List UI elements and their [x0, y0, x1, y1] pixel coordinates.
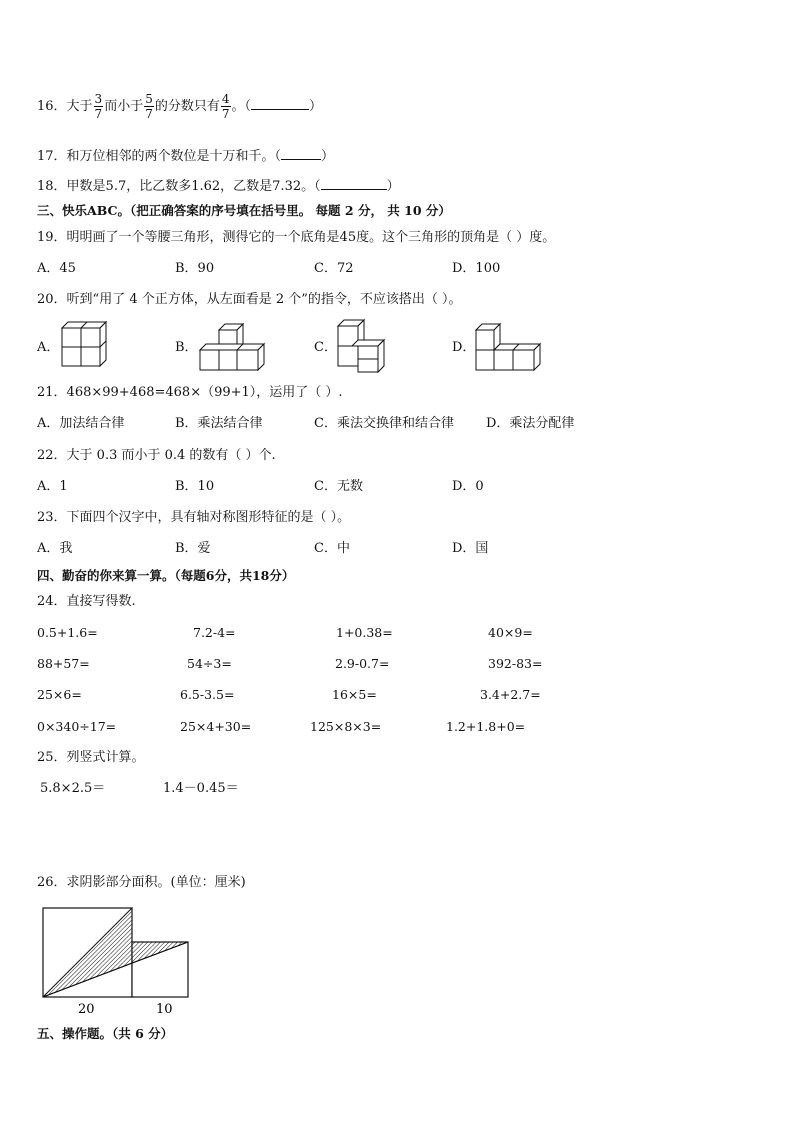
answer-blank[interactable]	[251, 96, 309, 110]
option-c[interactable]: C．无数	[314, 479, 363, 494]
fraction-denominator: 7	[145, 107, 153, 121]
question-21: 21．468×99+468=468×（99+1），运用了（ ）.	[37, 385, 343, 400]
calc-item: 40×9=	[488, 625, 533, 640]
option-b[interactable]: B．90	[175, 261, 215, 276]
question-22: 22．大于 0.3 而小于 0.4 的数有（ ）个.	[37, 448, 276, 463]
option-c[interactable]: C．	[314, 340, 337, 355]
calc-item: 6.5-3.5=	[180, 687, 235, 702]
q18-close: ）	[386, 179, 400, 194]
calc-item: 25×4+30=	[180, 719, 252, 734]
calc-item: 125×8×3=	[310, 719, 382, 734]
calc-item: 88+57=	[37, 656, 90, 671]
cube-figure-d	[473, 320, 545, 372]
calc-item: 7.2-4=	[193, 625, 236, 640]
answer-blank[interactable]	[281, 146, 321, 160]
dimension-label-10: 10	[156, 1002, 173, 1017]
fraction-4-7	[221, 92, 231, 121]
option-b[interactable]: B．10	[175, 479, 215, 494]
calc-item: 2.9-0.7=	[335, 656, 390, 671]
calc-item: 16×5=	[332, 687, 377, 702]
section-4-heading: 四、勤奋的你来算一算。（每题6分，共18分）	[37, 568, 295, 583]
q16-mid: 而小于	[104, 99, 144, 114]
q16-mid2: 的分数只有	[154, 99, 220, 114]
question-16	[37, 92, 322, 121]
question-24: 24．直接写得数.	[37, 594, 136, 609]
option-d[interactable]: D．国	[452, 541, 489, 556]
question-26: 26．求阴影部分面积。(单位：厘米)	[37, 875, 246, 890]
option-b[interactable]: B．爱	[175, 541, 211, 556]
option-d[interactable]: D．100	[452, 261, 501, 276]
option-b[interactable]: B．乘法结合律	[175, 416, 263, 431]
calc-item: 0.5+1.6=	[37, 625, 98, 640]
calc-item: 1+0.38=	[336, 625, 393, 640]
dimension-label-20: 20	[78, 1002, 95, 1017]
question-23: 23．下面四个汉字中，具有轴对称图形特征的是（ ）。	[37, 510, 351, 525]
question-20: 20．听到“用了 4 个正方体，从左面看是 2 个”的指令，不应该搭出（ ）。	[37, 292, 462, 307]
option-d[interactable]: D．乘法分配律	[486, 416, 575, 431]
cube-figure-b	[197, 320, 269, 372]
q16-close: ）	[309, 99, 323, 114]
fraction-3-7	[94, 92, 104, 121]
option-a[interactable]: A．	[37, 340, 60, 355]
answer-blank[interactable]	[321, 176, 387, 190]
option-a[interactable]: A．加法结合律	[37, 416, 125, 431]
fraction-numerator: 3	[94, 92, 103, 106]
option-c[interactable]: C．中	[314, 541, 350, 556]
cube-figure-a	[58, 320, 108, 370]
question-17	[37, 146, 334, 166]
q17-text: 17．和万位相邻的两个数位是十万和千。（	[37, 149, 282, 164]
section-3-heading: 三、快乐ABC。（把正确答案的序号填在括号里。 每题 2 分， 共 10 分）	[37, 203, 451, 218]
calc-item: 3.4+2.7=	[480, 687, 541, 702]
vertical-calc-item: 1.4－0.45＝	[163, 781, 239, 796]
option-a[interactable]: A．我	[37, 541, 73, 556]
option-d[interactable]: D．	[452, 340, 476, 355]
shaded-area-figure	[38, 903, 198, 1019]
q16-prefix: 16．大于	[37, 99, 93, 114]
option-b[interactable]: B．	[175, 340, 198, 355]
question-18	[37, 176, 400, 196]
q18-text: 18．甲数是5.7，比乙数多1.62，乙数是7.32。（	[37, 179, 321, 194]
option-c[interactable]: C．72	[314, 261, 354, 276]
fraction-denominator: 7	[221, 107, 230, 121]
option-a[interactable]: A．45	[37, 261, 76, 276]
option-d[interactable]: D．0	[452, 479, 484, 494]
calc-item: 1.2+1.8+0=	[446, 719, 526, 734]
calc-item: 25×6=	[37, 687, 82, 702]
question-19: 19．明明画了一个等腰三角形，测得它的一个底角是45度。这个三角形的顶角是（ ）度。	[37, 230, 556, 245]
calc-item: 54÷3=	[187, 656, 232, 671]
q16-post: 。（	[231, 99, 252, 114]
fraction-denominator: 7	[94, 107, 103, 121]
calc-item: 392-83=	[488, 656, 543, 671]
vertical-calc-item: 5.8×2.5＝	[40, 781, 106, 796]
calc-item: 0×340÷17=	[37, 719, 117, 734]
option-c[interactable]: C．乘法交换律和结合律	[314, 416, 454, 431]
fraction-numerator: 5	[145, 92, 153, 106]
question-25: 25．列竖式计算。	[37, 750, 145, 765]
fraction-numerator: 4	[221, 92, 230, 106]
q17-close: ）	[321, 149, 335, 164]
option-a[interactable]: A．1	[37, 479, 68, 494]
cube-figure-c	[334, 318, 390, 374]
section-5-heading: 五、操作题。（共 6 分）	[37, 1026, 174, 1041]
fraction-5-7	[144, 92, 154, 121]
